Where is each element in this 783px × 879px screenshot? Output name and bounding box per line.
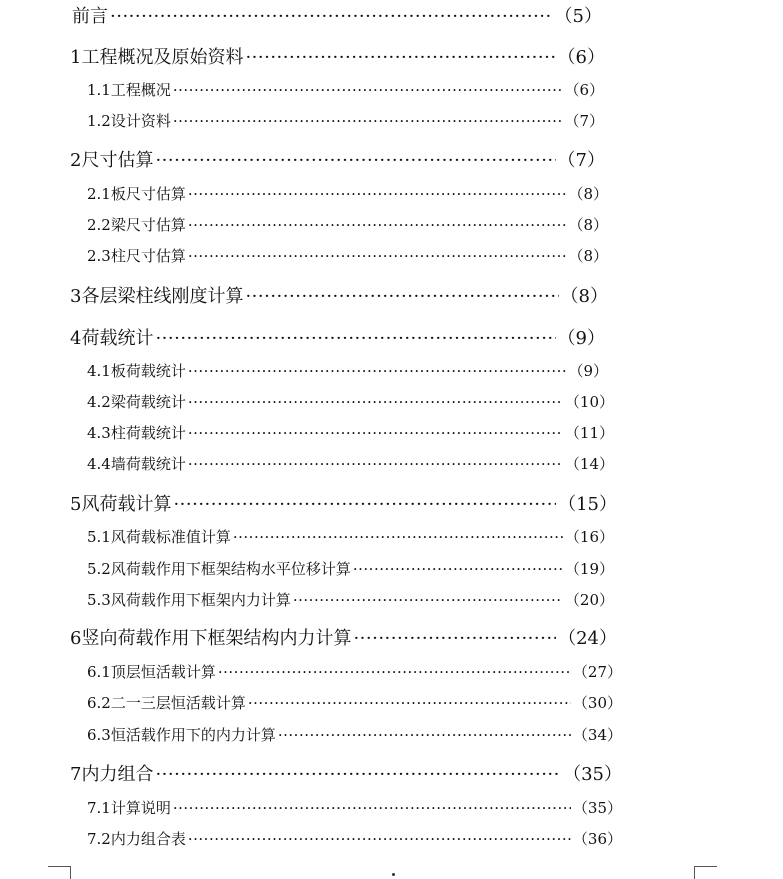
toc-leader <box>188 362 567 380</box>
toc-entry-section-2-2[interactable] <box>87 214 608 235</box>
toc-entry-page: （11） <box>564 424 614 442</box>
toc-entry-number: 7.2 <box>87 830 111 848</box>
toc-entry-page: （8） <box>560 286 608 307</box>
toc-entry-number: 2 <box>70 150 82 171</box>
toc-entry-title: 前言 <box>72 6 108 27</box>
toc-leader <box>188 455 563 473</box>
toc-entry-page: （34） <box>572 726 622 744</box>
toc-leader <box>278 726 571 744</box>
toc-entry-title: 竖向荷载作用下框架结构内力计算 <box>81 628 352 649</box>
toc-leader <box>218 663 571 681</box>
toc-leader <box>353 560 563 578</box>
toc-entry-page: （36） <box>572 830 622 848</box>
toc-entry-title: 风荷载作用下框架结构水平位移计算 <box>110 560 351 578</box>
toc-entry-number: 4.1 <box>87 362 111 380</box>
toc-entry-section-1-2[interactable] <box>87 110 604 131</box>
toc-entry-section-4-1[interactable] <box>87 360 608 381</box>
toc-entry-chapter-5[interactable] <box>70 490 617 516</box>
toc-leader <box>110 6 553 27</box>
toc-entry-page: （9） <box>568 362 608 380</box>
toc-entry-page: （8） <box>568 185 608 203</box>
toc-leader <box>188 247 567 265</box>
toc-entry-title: 梁荷载统计 <box>110 393 186 411</box>
toc-entry-title: 工程概况 <box>110 81 171 99</box>
toc-entry-number: 1.2 <box>87 112 111 130</box>
toc-entry-page: （5） <box>554 6 602 27</box>
toc-entry-page: （30） <box>572 694 622 712</box>
toc-leader <box>155 150 555 171</box>
toc-entry-page: （9） <box>557 328 605 349</box>
toc-leader <box>155 764 561 785</box>
toc-leader <box>173 494 556 515</box>
toc-entry-title: 尺寸估算 <box>81 150 154 171</box>
toc-entry-number: 7.1 <box>87 799 111 817</box>
toc-entry-title: 二一三层恒活载计算 <box>110 694 246 712</box>
toc-entry-chapter-3[interactable] <box>70 282 608 308</box>
toc-entry-number: 6.3 <box>87 726 111 744</box>
toc-leader <box>245 286 558 307</box>
page-corner-mark-left <box>48 866 71 879</box>
toc-entry-number: 4.4 <box>87 455 111 473</box>
toc-entry-chapter-7[interactable] <box>70 760 622 786</box>
toc-leader <box>188 830 571 848</box>
toc-entry-page: （35） <box>563 764 622 785</box>
toc-leader <box>233 528 563 546</box>
toc-entry-page: （8） <box>568 216 608 234</box>
toc-leader <box>293 591 563 609</box>
toc-entry-section-1-1[interactable] <box>87 79 604 100</box>
toc-entry-title: 计算说明 <box>110 799 171 817</box>
toc-entry-title: 柱尺寸估算 <box>110 247 186 265</box>
toc-entry-page: （6） <box>557 47 605 68</box>
toc-entry-title: 顶层恒活载计算 <box>110 663 216 681</box>
page-corner-mark-right <box>694 866 717 879</box>
toc-entry-page: （27） <box>572 663 622 681</box>
toc-entry-title: 柱荷载统计 <box>110 424 186 442</box>
toc-entry-number: 3 <box>70 286 82 307</box>
toc-entry-page: （7） <box>564 112 604 130</box>
toc-leader <box>155 328 555 349</box>
toc-entry-title: 风荷载标准值计算 <box>110 528 231 546</box>
toc-entry-title: 内力组合表 <box>110 830 186 848</box>
toc-entry-title: 风荷载作用下框架内力计算 <box>110 591 291 609</box>
toc-leader <box>188 216 567 234</box>
toc-entry-number: 4 <box>70 328 82 349</box>
toc-entry-number: 2.1 <box>87 185 111 203</box>
toc-entry-section-2-1[interactable] <box>87 183 608 204</box>
toc-entry-section-4-3[interactable] <box>87 422 614 443</box>
toc-entry-number: 1 <box>70 47 82 68</box>
toc-entry-title: 设计资料 <box>110 112 171 130</box>
toc-leader <box>248 694 571 712</box>
toc-leader <box>188 185 567 203</box>
toc-entry-page: （20） <box>564 591 614 609</box>
toc-entry-section-6-2[interactable] <box>87 692 622 713</box>
toc-entry-number: 6.2 <box>87 694 111 712</box>
toc-entry-section-5-3[interactable] <box>87 589 614 610</box>
toc-entry-page: （8） <box>568 247 608 265</box>
toc-entry-title: 各层梁柱线刚度计算 <box>81 286 244 307</box>
toc-entry-title: 内力组合 <box>81 764 154 785</box>
toc-leader <box>173 799 571 817</box>
toc-entry-preface[interactable] <box>72 2 602 28</box>
toc-entry-title: 梁尺寸估算 <box>110 216 186 234</box>
toc-entry-number: 1.1 <box>87 81 111 99</box>
toc-entry-page: （10） <box>564 393 614 411</box>
toc-entry-page: （24） <box>558 628 617 649</box>
toc-entry-section-4-4[interactable] <box>87 453 614 474</box>
toc-entry-title: 墙荷载统计 <box>110 455 186 473</box>
toc-entry-chapter-6[interactable] <box>70 624 617 650</box>
toc-leader <box>188 424 563 442</box>
page-center-mark <box>392 873 395 876</box>
toc-entry-section-6-1[interactable] <box>87 661 622 682</box>
toc-entry-section-5-1[interactable] <box>87 526 614 547</box>
toc-entry-page: （19） <box>564 560 614 578</box>
toc-leader <box>173 112 563 130</box>
toc-entry-page: （14） <box>564 455 614 473</box>
toc-entry-number: 6.1 <box>87 663 111 681</box>
toc-entry-chapter-1[interactable] <box>70 43 605 69</box>
toc-entry-number: 5.3 <box>87 591 111 609</box>
toc-entry-number: 2.2 <box>87 216 111 234</box>
toc-entry-title: 恒活载作用下的内力计算 <box>110 726 276 744</box>
toc-leader <box>353 628 556 649</box>
toc-entry-title: 荷载统计 <box>81 328 154 349</box>
toc-leader <box>245 47 555 68</box>
toc-leader <box>188 393 563 411</box>
toc-entry-section-5-2[interactable] <box>87 558 614 579</box>
toc-entry-section-7-2[interactable] <box>87 828 622 849</box>
toc-entry-number: 4.2 <box>87 393 111 411</box>
toc-entry-page: （6） <box>564 81 604 99</box>
toc-entry-title: 工程概况及原始资料 <box>81 47 244 68</box>
toc-entry-page: （7） <box>557 150 605 171</box>
toc-entry-number: 7 <box>70 764 82 785</box>
toc-entry-number: 2.3 <box>87 247 111 265</box>
toc-entry-number: 6 <box>70 628 82 649</box>
toc-entry-number: 5 <box>70 494 82 515</box>
toc-leader <box>173 81 563 99</box>
toc-entry-title: 板荷载统计 <box>110 362 186 380</box>
toc-entry-number: 4.3 <box>87 424 111 442</box>
toc-entry-title: 风荷载计算 <box>81 494 172 515</box>
toc-entry-page: （16） <box>564 528 614 546</box>
toc-entry-chapter-2[interactable] <box>70 146 605 172</box>
toc-entry-section-7-1[interactable] <box>87 797 622 818</box>
toc-entry-title: 板尺寸估算 <box>110 185 186 203</box>
toc-entry-number: 5.2 <box>87 560 111 578</box>
toc-entry-section-6-3[interactable] <box>87 724 622 745</box>
toc-entry-section-2-3[interactable] <box>87 245 608 266</box>
toc-entry-page: （15） <box>558 494 617 515</box>
toc-entry-section-4-2[interactable] <box>87 391 614 412</box>
toc-entry-number: 5.1 <box>87 528 111 546</box>
toc-entry-chapter-4[interactable] <box>70 324 605 350</box>
toc-entry-page: （35） <box>572 799 622 817</box>
